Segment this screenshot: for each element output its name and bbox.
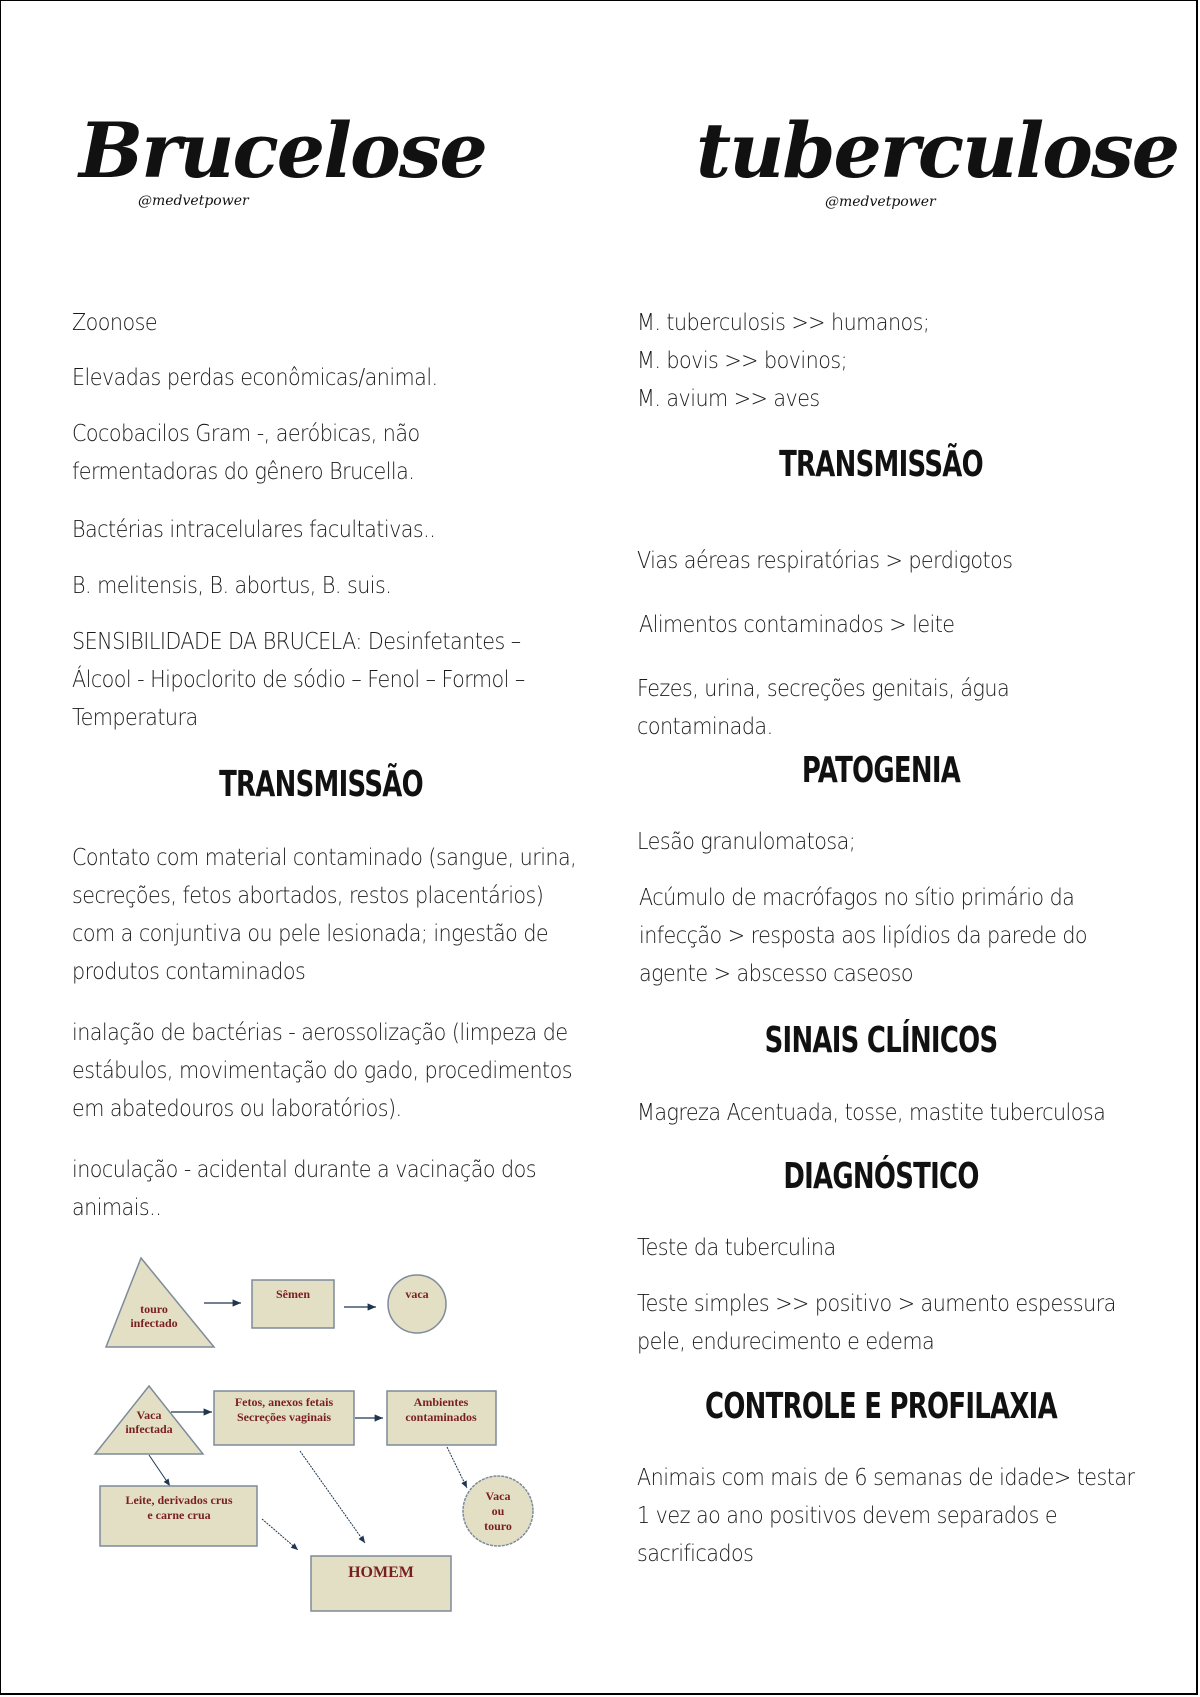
ambientes-label-2: contaminados bbox=[405, 1410, 477, 1424]
vaca-label: vaca bbox=[405, 1287, 429, 1301]
brucelose-transmissao-p1 bbox=[72, 839, 632, 991]
arrow bbox=[262, 1519, 298, 1550]
arrow bbox=[149, 1455, 170, 1486]
tb-transmissao-heading-wrap bbox=[631, 444, 1131, 485]
text-line: secreções, fetos abortados, restos placentários) bbox=[72, 883, 544, 909]
sinais-p1 bbox=[637, 1094, 1157, 1132]
species-line: M. bovis >> bovinos; bbox=[637, 348, 848, 374]
tb-transmissao-p2 bbox=[639, 606, 990, 644]
species-line: M. avium >> aves bbox=[637, 386, 820, 412]
patogenia-p1 bbox=[637, 823, 879, 861]
patogenia-p2 bbox=[639, 879, 1137, 993]
text-line: Teste simples >> positivo > aumento espessura bbox=[637, 1291, 1116, 1317]
text-line: Animais com mais de 6 semanas de idade> testar bbox=[637, 1465, 1135, 1491]
vaca-infectada-label-2: infectada bbox=[125, 1422, 173, 1436]
text-line: com a conjuntiva ou pele lesionada; ingestão de bbox=[72, 921, 549, 947]
fetos-label-2: Secreções vaginais bbox=[236, 1410, 332, 1424]
brucelose-transmissao-p3 bbox=[72, 1151, 588, 1227]
sinais-heading-wrap bbox=[631, 1020, 1131, 1061]
controle-profilaxia-heading: CONTROLE E PROFILAXIA bbox=[705, 1386, 1057, 1427]
text-line: Alimentos contaminados > leite bbox=[639, 612, 955, 638]
transmission-diagram bbox=[81, 1241, 541, 1641]
brucelose-p5 bbox=[72, 567, 427, 605]
diagnostico-p2 bbox=[637, 1285, 1169, 1361]
vaca-ou-touro-label-2: ou bbox=[491, 1504, 505, 1518]
tuberculose-handle: @medvetpower bbox=[825, 194, 936, 210]
arrow bbox=[447, 1447, 467, 1488]
leite-label-2: e carne crua bbox=[147, 1508, 211, 1522]
species-line: M. tuberculosis >> humanos; bbox=[637, 310, 930, 336]
text-line: Teste da tuberculina bbox=[637, 1235, 836, 1261]
vaca-circle bbox=[388, 1275, 446, 1333]
touro-infectado-label-2: infectado bbox=[130, 1316, 178, 1330]
controle-heading-wrap bbox=[631, 1386, 1131, 1427]
patogenia-heading: PATOGENIA bbox=[801, 750, 961, 791]
text-line: Acúmulo de macrófagos no sítio primário da bbox=[639, 885, 1075, 911]
tuberculose-species bbox=[637, 304, 962, 418]
patogenia-heading-wrap bbox=[631, 750, 1131, 791]
text-line: pele, endurecimento e edema bbox=[637, 1329, 935, 1355]
brucelose-handle: @medvetpower bbox=[138, 193, 249, 209]
diagnostico-heading-wrap bbox=[631, 1156, 1131, 1197]
vaca-ou-touro-label-1: Vaca bbox=[485, 1489, 511, 1503]
ambientes-label-1: Ambientes bbox=[413, 1395, 469, 1409]
leite-label-1: Leite, derivados crus bbox=[125, 1493, 233, 1507]
tb-transmissao-p1 bbox=[637, 542, 1054, 580]
text-line: Temperatura bbox=[72, 705, 198, 731]
brucelose-p4 bbox=[72, 511, 476, 549]
fetos-label-1: Fetos, anexos fetais bbox=[234, 1395, 334, 1409]
text-line: sacrificados bbox=[637, 1541, 754, 1567]
brucelose-p3 bbox=[72, 415, 458, 491]
diagnostico-heading: DIAGNÓSTICO bbox=[783, 1156, 979, 1197]
text-line: produtos contaminados bbox=[72, 959, 306, 985]
text-line: Contato com material contaminado (sangue, urina, bbox=[72, 845, 577, 871]
homem-label: HOMEM bbox=[348, 1564, 414, 1581]
sinais-clinicos-heading: SINAIS CLÍNICOS bbox=[764, 1020, 998, 1061]
text-line: SENSIBILIDADE DA BRUCELA: Desinfetantes – bbox=[72, 629, 521, 655]
text-line: Magreza Acentuada, tosse, mastite tuberculosa bbox=[637, 1100, 1106, 1126]
brucelose-p1 bbox=[72, 304, 166, 342]
text-line: inoculação - acidental durante a vacinação dos bbox=[72, 1157, 536, 1183]
text-line: B. melitensis, B. abortus, B. suis. bbox=[72, 573, 392, 599]
controle-p1 bbox=[637, 1459, 1190, 1573]
diagnostico-p1 bbox=[637, 1229, 858, 1267]
text-line: em abatedouros ou laboratórios). bbox=[72, 1096, 402, 1122]
tb-transmissao-heading: TRANSMISSÃO bbox=[779, 444, 983, 485]
text-line: infecção > resposta aos lipídios da parede do bbox=[639, 923, 1088, 949]
touro-infectado-label-1: touro bbox=[140, 1302, 168, 1316]
semen-label: Sêmen bbox=[276, 1287, 310, 1301]
vaca-ou-touro-label-3: touro bbox=[484, 1519, 512, 1533]
text-line: contaminada. bbox=[637, 714, 773, 740]
text-line: Lesão granulomatosa; bbox=[637, 829, 856, 855]
text-line: inalação de bactérias - aerossolização (limpeza de bbox=[72, 1020, 568, 1046]
text-line: Vias aéreas respiratórias > perdigotos bbox=[637, 548, 1013, 574]
text-line: Bactérias intracelulares facultativas.. bbox=[72, 517, 436, 543]
text-line: Fezes, urina, secreções genitais, água bbox=[637, 676, 1010, 702]
arrow bbox=[300, 1451, 365, 1543]
text-line: estábulos, movimentação do gado, procedimentos bbox=[72, 1058, 572, 1084]
tb-transmissao-p3 bbox=[637, 670, 1051, 746]
text-line: Zoonose bbox=[72, 310, 158, 336]
brucelose-p6 bbox=[72, 623, 575, 737]
text-line: agente > abscesso caseoso bbox=[639, 961, 914, 987]
brucelose-transmissao-heading: TRANSMISSÃO bbox=[219, 764, 423, 805]
text-line: Cocobacilos Gram -, aeróbicas, não bbox=[72, 421, 420, 447]
brucelose-transmissao-p2 bbox=[72, 1014, 628, 1128]
text-line: 1 vez ao ano positivos devem separados e bbox=[637, 1503, 1058, 1529]
text-line: Elevadas perdas econômicas/animal. bbox=[72, 365, 438, 391]
tuberculose-title: tuberculose bbox=[696, 106, 1179, 195]
text-line: animais.. bbox=[72, 1195, 162, 1221]
text-line: fermentadoras do gênero Brucella. bbox=[72, 459, 415, 485]
brucelose-p2 bbox=[72, 359, 478, 397]
vaca-infectada-label-1: Vaca bbox=[136, 1408, 162, 1422]
text-line: Álcool - Hipoclorito de sódio – Fenol – Formol – bbox=[72, 667, 525, 693]
brucelose-title: Brucelose bbox=[79, 106, 486, 195]
brucelose-transmissao-heading-wrap bbox=[71, 764, 571, 805]
